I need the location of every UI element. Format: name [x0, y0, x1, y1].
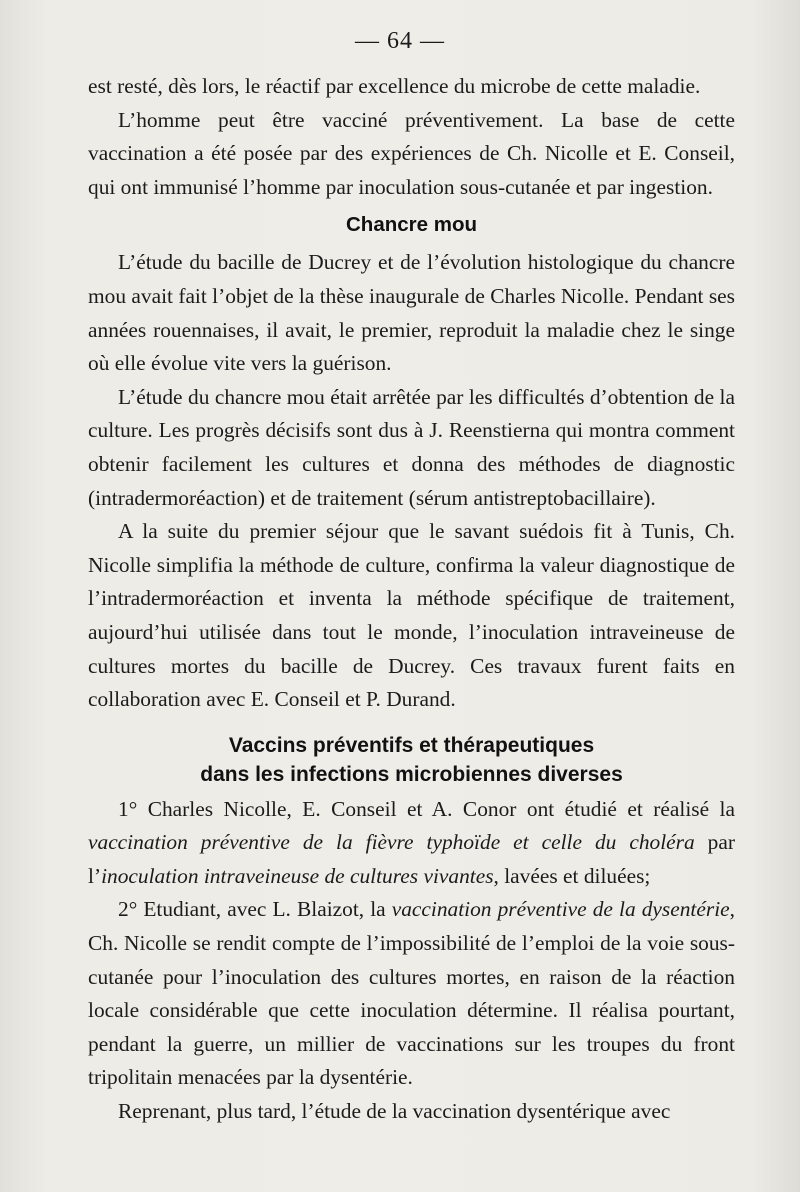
item-1-text-a: 1° Charles Nicolle, E. Conseil et A. Conor ont étudié et réalisé la — [118, 796, 735, 821]
item-1-text-c: par l’ — [88, 830, 735, 888]
item-1-italic-b: vaccination préventive de la fièvre typhoïde et celle du choléra — [88, 830, 695, 855]
paragraph-ducrey: L’étude du bacille de Ducrey et de l’évolution histologique du chancre mou avait fait l’objet de la thèse inaugurale de Charles Nicolle. Pendant ses années rouennaises, il avait, le premier, reproduit la maladie chez le singe où elle évolue vite vers la guérison. — [88, 250, 735, 376]
item-2-italic-b: vaccination préventive de la dysentérie — [391, 897, 730, 922]
heading-line-1: Vaccins préventifs et thérapeutiques — [228, 733, 595, 757]
section-heading-chancre-mou: Chancre mou — [346, 213, 477, 237]
paragraph-continuation: est resté, dès lors, le réactif par excellence du microbe de cette maladie. — [88, 74, 701, 98]
section-heading-vaccins — [88, 731, 735, 789]
heading-line-2: dans les infections microbiennes diverses — [200, 762, 623, 786]
paragraph-vaccination: L’homme peut être vacciné préventivement. La base de cette vaccination a été posée par des expériences de Ch. Nicolle et E. Conseil, qui ont immunisé l’homme par inoculation sous-cutanée et par ingestion. — [88, 107, 735, 199]
item-2-text-c: , Ch. Nicolle se rendit compte de l’impossibilité de l’emploi de la voie sous-cutanée pour l’inoculation des cultures mortes, en raison de la réaction locale considérable que cette inoculation détermine. Il réalisa pourtant, pendant la guerre, un millier de vaccinations sur les troupes du front tripolitain menacées par la dysentérie. — [88, 897, 735, 1090]
page-body — [88, 70, 735, 1129]
page-number: — 64 — — [355, 28, 445, 54]
paragraph-reprenant: Reprenant, plus tard, l’étude de la vaccination dysentérique avec — [118, 1099, 671, 1124]
item-1-italic-d: inoculation intraveineuse de cultures vivantes — [101, 863, 494, 888]
paragraph-item-1 — [88, 793, 735, 894]
paragraph-item-2 — [88, 893, 735, 1095]
item-1-text-e: , lavées et diluées; — [493, 863, 651, 888]
paragraph-culture: L’étude du chancre mou était arrêtée par les difficultés d’obtention de la culture. Les progrès décisifs sont dus à J. Reenstierna qui montra comment obtenir facilement les cultures et donna des méthodes de diagnostic (intradermoréaction) et de traitement (sérum antistreptobacillaire). — [88, 384, 735, 510]
item-2-text-a: 2° Etudiant, avec L. Blaizot, la — [118, 897, 392, 922]
paragraph-tunis: A la suite du premier séjour que le savant suédois fit à Tunis, Ch. Nicolle simplifia la méthode de culture, confirma la valeur diagnostique de l’intradermoréaction et inventa la méthode spécifique de traitement, aujourd’hui utilisée dans tout le monde, l’inoculation intraveineuse de cultures mortes du bacille de Ducrey. Ces travaux furent faits en collaboration avec E. Conseil et P. Durand. — [88, 519, 735, 712]
